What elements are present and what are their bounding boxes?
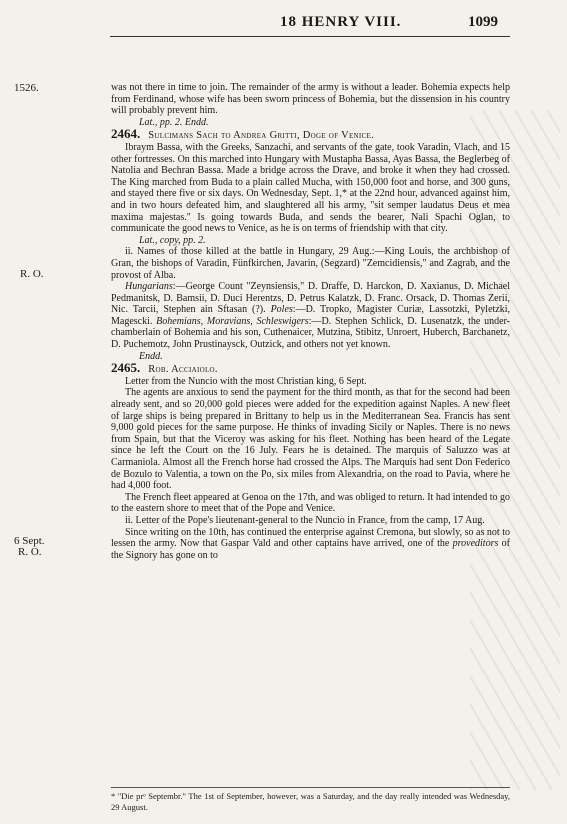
entry-2464-number: 2464. xyxy=(111,126,141,142)
page-number: 1099 xyxy=(468,14,498,30)
entry-2465-p3: The French fleet appeared at Genoa on the 17th, and was obliged to return. It had intended to go to the eastern shore to meet that of the Pope and Venice. xyxy=(111,491,510,515)
running-head: 18 HENRY VIII. xyxy=(280,14,402,30)
header-rule xyxy=(110,36,510,37)
margin-source-2464: R. O. xyxy=(20,268,44,280)
entry-2464-p3 xyxy=(111,281,510,351)
entry-2465-p5-b: of the Signory has gone on to xyxy=(111,538,510,561)
entry-2464-heading xyxy=(111,128,510,142)
hungarians-label: Hungarians xyxy=(125,281,173,293)
main-text xyxy=(111,82,510,561)
poles-list: :—D. Tropko, Magister Curiæ, Lassotzki, Pyletzki, Magescki. xyxy=(111,304,511,327)
footnote-rule xyxy=(111,787,510,788)
entry-2465-title: Rob. Acciaiolo. xyxy=(148,364,218,376)
intro-note: Lat., pp. 2. Endd. xyxy=(139,116,209,128)
poles-label: Poles xyxy=(270,304,293,316)
margin-date-2465: 6 Sept. xyxy=(14,535,45,547)
bohemians-list: :—D. Stephen Schlick, D. Lusenatzk, the under-chamberlain of Bohemia and his son, Cuthenaicer, Mutzina, Stibitz, Unroert, Huberch, Barchanetz, D. Puchemotz, John Prustinaysck, Outzick, and others not yet known. xyxy=(111,315,510,351)
entry-2464-note1: Lat., copy, pp. 2. xyxy=(139,234,206,246)
footnote: * "Die prᵒ Septembr." The 1st of September, however, was a Saturday, and the day really intended was Wednesday, 29 August. xyxy=(111,791,510,812)
bohemians-label: Bohemians, Moravians, Schleswigers xyxy=(156,315,309,327)
entry-2464-p1: Ibraym Bassa, with the Greeks, Sanzachi, and servants of the gate, took Varadin, Vlach, and 15 other fortresses. On this marched into Hungary with Mustapha Bassa, Ayas Bassa, the Beglerbeg of Natolia and Bechran Bassa. Made a bridge across the Drave, and broke it when they had crossed. The King marched from Buda to a plain called Mucha, with 150,000 foot and horse, and 300 guns, and stayed there five or six days. On Wednesday, Sept. 1,* at the 22nd hour, advanced against him, and in two hours defeated him, and slaughtered all his army, "sit semper laudatus Deus et mea maxima majestas." Is going towards Buda, and sends the bearer, Nali Spachi Oglan, to communicate the good news to Venice, as he is on terms of friendship with that city. xyxy=(111,141,510,235)
entry-2465-number: 2465. xyxy=(111,360,141,376)
entry-2465-p4: ii. Letter of the Pope's lieutenant-general to the Nuncio in France, from the camp, 17 Aug. xyxy=(125,514,485,526)
intro-paragraph: was not there in time to join. The remainder of the army is without a leader. Bohemia expects help from Ferdinand, whose wife has been sworn princess of Bohemia, but the dissension in his country will probably prevent him. xyxy=(111,82,510,117)
entry-2465-p2: The agents are anxious to send the payment for the third month, as that for the second had been already sent, and so 20,000 gold pieces were added for the expedition against Naples. A new fleet of large ships is being prepared in Brittany to help us in the Mediterranean Sea. Francis has sent 9,000 gold pieces for the same purpose. He thinks of invading Sicily or Naples. There is no news from Spain, but that the Viceroy was asking for his fleet. Nothing has been heard of the Legate since he left the Court on the 16 July. Fears he is detained. The marquis of Saluzzo was at Carmaniola. Almost all the French horse had crossed the Alps. The Marquis had sent Don Federico de Bozulo to Valentia, a town on the Po, six miles from Alexandria, on the road to Pavia, where he had 4,000 foot. xyxy=(111,387,510,492)
entry-2464-title: Sulcimans Sach to Andrea Gritti, Doge of Venice. xyxy=(148,130,374,142)
entry-2465-p5 xyxy=(111,527,510,562)
entry-2464-p2: ii. Names of those killed at the battle in Hungary, 29 Aug.:—King Louis, the archbishop of Gran, the bishops of Varadin, Fünfkirchen, Javarin, (Segzard) "Zemcidiensis," and Zagrab, and the provost of Alba. xyxy=(111,246,510,281)
margin-source-2465: R. O. xyxy=(18,546,42,558)
entry-2465-p5-a: Since writing on the 10th, has continued the enterprise against Cremona, but slowly, so as not to lessen the army. Now that Gaspar Vald and other captains have arrived, one of the xyxy=(111,526,510,550)
entry-2465-p1: Letter from the Nuncio with the most Christian king, 6 Sept. xyxy=(125,375,367,387)
hungarians-list: :—George Count "Zeynsiensis," D. Draffe, D. Harckon, D. Xaxianus, D. Michael Pedmanitsk, D. Bamsii, D. Duci Herentzs, D. Petrus Kalatzk, D. Franc. Orsack, D. Thomas Zerii, Nic. Tarcii, Stephen ain Sftasan (?). xyxy=(111,281,510,316)
entry-2465-heading xyxy=(111,362,510,376)
entry-2465-p5-italic: proveditors xyxy=(452,538,499,550)
entry-2464-note2: Endd. xyxy=(139,350,163,362)
margin-year: 1526. xyxy=(14,82,39,94)
